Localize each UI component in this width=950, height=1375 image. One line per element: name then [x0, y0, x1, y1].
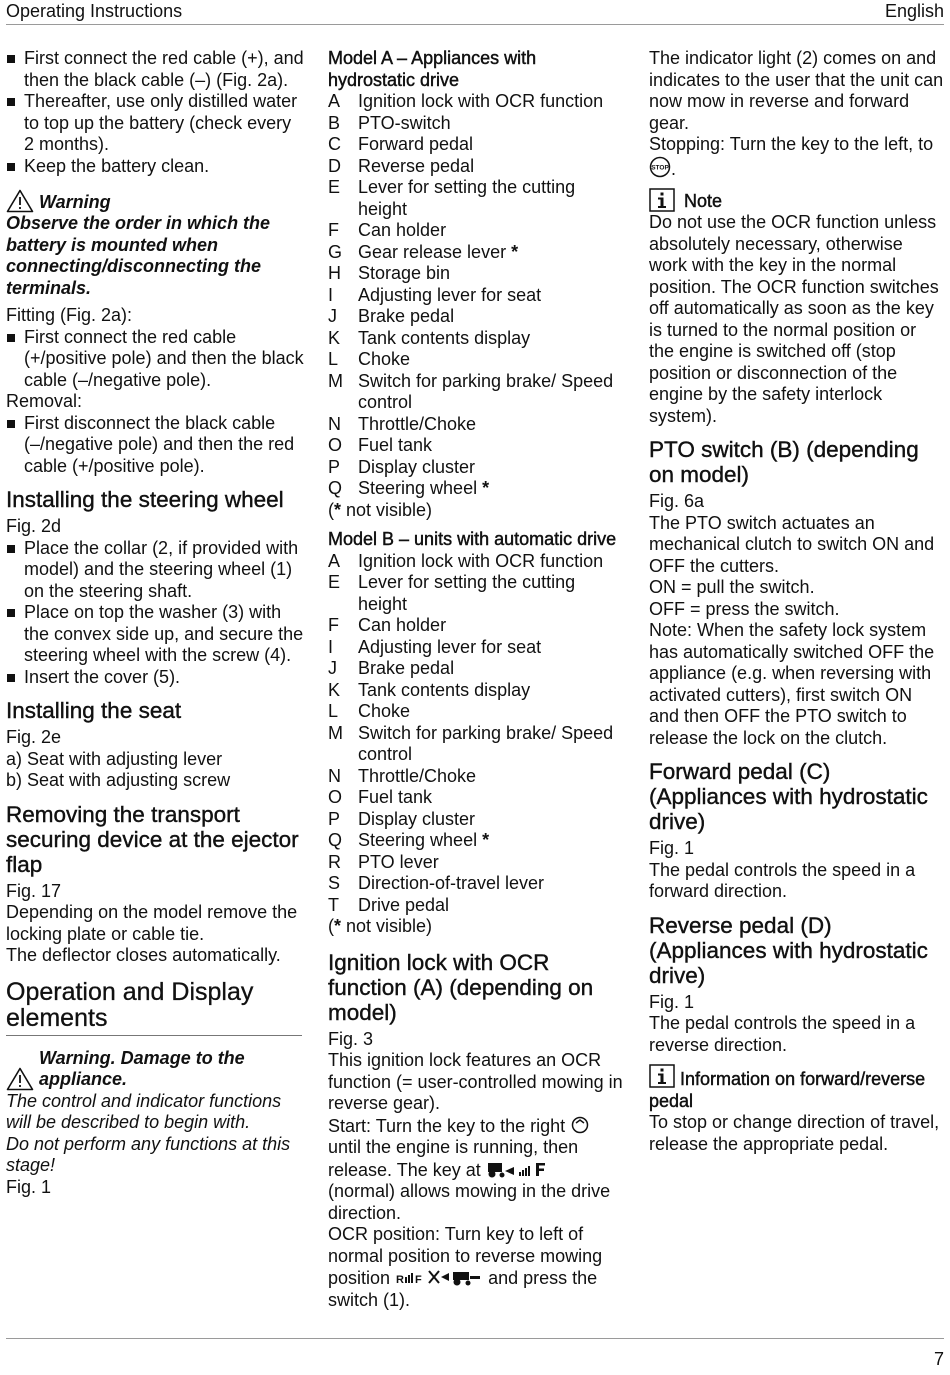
svg-text:R: R — [396, 1274, 405, 1286]
legend-item — [328, 873, 628, 895]
reverse-fig: Fig. 1 — [649, 991, 695, 1012]
footer-divider — [6, 1338, 944, 1339]
legend-key: N — [328, 765, 341, 786]
header-language: English — [884, 1, 944, 21]
legend-key: F — [328, 615, 339, 635]
legend-value: Tank contents display — [358, 327, 531, 348]
legend-key: L — [328, 349, 339, 369]
indicator-text: The indicator light (2) comes on and indicates to the user that the unit can now mow in reverse and forward gear. — [649, 48, 944, 133]
legend-value: PTO lever — [358, 851, 439, 872]
not-visible-note: (* not visible) — [328, 916, 433, 936]
legend-item — [328, 809, 628, 831]
section-divider — [6, 1035, 302, 1036]
seat-option-a: a) Seat with adjusting lever — [6, 748, 223, 769]
legend-key: K — [328, 327, 341, 348]
legend-item — [328, 895, 628, 917]
not-visible-note: (* not visible) — [328, 499, 433, 520]
legend-key: J — [328, 658, 337, 678]
model-b-list — [328, 551, 628, 917]
legend-item — [328, 263, 628, 285]
legend-key: C — [328, 134, 341, 154]
seat-heading: Installing the seat — [6, 698, 182, 723]
pto-text: The PTO switch actuates an mechanical clutch to switch ON and OFF the cutters. — [649, 512, 935, 576]
warning-title: Warning — [39, 191, 111, 212]
list-item: First connect the red cable (+), and then the black cable (–) (Fig. 2a). — [6, 48, 306, 91]
legend-value: Can holder — [358, 615, 447, 635]
warning-text: Observe the order in which the battery is mounted when connecting/disconnecting the terminals. — [6, 213, 271, 298]
warning-text: The control and indicator functions will be described to begin with. — [6, 1090, 282, 1132]
legend-value: Display cluster — [358, 456, 476, 477]
legend-value: Lever for setting the cutting height — [358, 177, 576, 219]
reverse-text: The pedal controls the speed in a reverse direction. — [649, 1013, 916, 1055]
column-right — [649, 48, 945, 1155]
legend-item — [328, 723, 628, 766]
legend-key: M — [328, 370, 343, 391]
legend-item — [328, 852, 628, 874]
legend-key: Q — [328, 830, 343, 850]
page-header — [6, 0, 944, 25]
legend-key: F — [328, 220, 339, 240]
legend-item — [328, 572, 628, 615]
legend-key: N — [328, 413, 341, 434]
legend-key: O — [328, 787, 343, 807]
legend-value: Steering wheel * — [358, 830, 490, 850]
seat-fig: Fig. 2e — [6, 727, 62, 747]
legend-item — [328, 615, 628, 637]
info-title: Information on forward/reverse pedal — [649, 1069, 926, 1111]
transport-heading: Removing the transport securing device at the ejector flap — [6, 801, 299, 877]
pto-note: Note: When the safety lock system has automatically switched OFF the appliance (e.g. when reversing with activated cutters), first switch ON and then OFF the PTO switch to release the lock on the clutch. — [649, 620, 935, 748]
legend-value: Reverse pedal — [358, 155, 475, 176]
model-b-heading: Model B – units with automatic drive — [328, 529, 617, 549]
steering-fig: Fig. 2d — [6, 516, 62, 536]
legend-value: Steering wheel * — [358, 478, 490, 498]
list-item: Place the collar (2, if provided with model) and the steering wheel (1) on the steering shaft. — [6, 538, 306, 603]
legend-key: I — [328, 636, 334, 657]
legend-item — [328, 701, 628, 723]
pto-on-text: ON = pull the switch. — [649, 577, 815, 597]
transport-fig: Fig. 17 — [6, 880, 62, 901]
legend-value: Lever for setting the cutting height — [358, 572, 576, 614]
legend-item — [328, 787, 628, 809]
legend-value: Switch for parking brake/ Speed control — [358, 722, 614, 764]
legend-key: E — [328, 177, 341, 197]
column-left — [6, 48, 306, 1198]
legend-key: M — [328, 722, 343, 743]
legend-key: I — [328, 284, 334, 305]
ignition-fig: Fig. 3 — [328, 1028, 374, 1049]
list-item: Place on top the washer (3) with the convex side up, and secure the steering wheel with the screw (4). — [6, 602, 306, 667]
legend-key: E — [328, 572, 341, 592]
operation-heading: Operation and Display elements — [6, 977, 254, 1032]
column-middle — [328, 48, 628, 1311]
list-item: First connect the red cable (+/positive pole) and then the black cable (–/negative pole). — [6, 327, 306, 392]
info-icon — [649, 1064, 675, 1088]
legend-value: Choke — [358, 349, 411, 369]
legend-value: Fuel tank — [358, 787, 433, 807]
legend-key: L — [328, 701, 339, 721]
legend-value: Ignition lock with OCR function — [358, 91, 604, 111]
legend-value: Direction-of-travel lever — [358, 873, 545, 893]
legend-value: Throttle/Choke — [358, 413, 477, 434]
legend-item — [328, 766, 628, 788]
legend-value: Forward pedal — [358, 134, 474, 154]
legend-value: Fuel tank — [358, 435, 433, 455]
legend-value: Switch for parking brake/ Speed control — [358, 370, 614, 412]
legend-item — [328, 637, 628, 659]
legend-value: Gear release lever * — [358, 241, 519, 262]
legend-item — [328, 457, 628, 479]
legend-key: K — [328, 679, 341, 700]
legend-key: J — [328, 306, 337, 326]
warning-heading — [6, 189, 306, 213]
list-item: First disconnect the black cable (–/negative pole) and then the red cable (+/positive pole). — [6, 413, 306, 478]
model-a-heading: Model A – Appliances with hydrostatic drive — [328, 48, 537, 90]
legend-key: O — [328, 435, 343, 455]
legend-value: Throttle/Choke — [358, 765, 477, 786]
legend-value: PTO-switch — [358, 112, 451, 133]
legend-item — [328, 371, 628, 414]
legend-item — [328, 414, 628, 436]
forward-text: The pedal controls the speed in a forward direction. — [649, 859, 916, 901]
legend-key: B — [328, 112, 341, 133]
warning-fig: Fig. 1 — [6, 1176, 52, 1197]
legend-item — [328, 306, 628, 328]
warning-heading — [6, 1048, 306, 1091]
info-text: To stop or change direction of travel, release the appropriate pedal. — [649, 1112, 940, 1154]
legend-value: Choke — [358, 701, 411, 721]
pto-off-text: OFF = press the switch. — [649, 598, 840, 619]
legend-item — [328, 134, 628, 156]
transport-text: The deflector closes automatically. — [6, 945, 281, 965]
legend-value: Can holder — [358, 220, 447, 240]
legend-item — [328, 478, 628, 500]
warning-title: Warning. Damage to the appliance. — [39, 1047, 245, 1089]
legend-key: S — [328, 873, 341, 893]
legend-item — [328, 658, 628, 680]
legend-value: Brake pedal — [358, 658, 455, 678]
legend-item — [328, 113, 628, 135]
legend-item — [328, 220, 628, 242]
warning-text: Do not perform any functions at this stage! — [6, 1133, 291, 1175]
legend-key: H — [328, 263, 341, 283]
legend-value: Adjusting lever for seat — [358, 636, 542, 657]
legend-item — [328, 435, 628, 457]
legend-value: Drive pedal — [358, 894, 450, 915]
svg-text:STOP: STOP — [651, 164, 669, 171]
tractor-normal-icon — [486, 1159, 548, 1179]
pto-fig: Fig. 6a — [649, 491, 705, 511]
page-number: 7 — [933, 1349, 944, 1369]
list-item: Insert the cover (5). — [6, 667, 306, 689]
legend-value: Storage bin — [358, 263, 451, 283]
legend-key: P — [328, 456, 341, 477]
legend-item — [328, 285, 628, 307]
forward-fig: Fig. 1 — [649, 838, 695, 858]
steering-heading: Installing the steering wheel — [6, 487, 284, 512]
normal-text: (normal) allows mowing in the drive direction. — [328, 1181, 611, 1223]
note-text: Do not use the OCR function unless absolutely necessary, otherwise work with the key in the normal position. The OCR function switches off automatically as soon as the key is turned to the normal position or the engine is switched off (stop position or disconnection of the engine by the safety interlock system). — [649, 212, 939, 426]
reverse-mowing-icon — [395, 1267, 483, 1287]
legend-item — [328, 830, 628, 852]
legend-value: Ignition lock with OCR function — [358, 550, 604, 571]
stopping-text: Stopping: Turn the key to the left, to STOP . — [649, 134, 934, 179]
legend-item — [328, 177, 628, 220]
legend-value: Brake pedal — [358, 306, 455, 326]
fitting-label: Fitting (Fig. 2a): — [6, 305, 133, 325]
ocr-text: OCR position: Turn key to left of normal position to reverse mowing position R F and press the switch (1). — [328, 1224, 603, 1310]
svg-text:F: F — [415, 1274, 422, 1286]
info-icon — [649, 188, 675, 212]
stop-icon — [649, 156, 671, 178]
legend-key: A — [328, 550, 341, 571]
legend-key: A — [328, 91, 341, 111]
warning-triangle-icon — [6, 1067, 34, 1091]
note-title: Note — [684, 190, 723, 211]
key-turn-right-icon — [570, 1115, 590, 1135]
header-title: Operating Instructions — [6, 1, 183, 21]
legend-value: Tank contents display — [358, 679, 531, 700]
legend-value: Adjusting lever for seat — [358, 284, 542, 305]
forward-heading: Forward pedal (C) (Appliances with hydrostatic drive) — [649, 759, 928, 834]
ignition-heading: Ignition lock with OCR function (A) (depending on model) — [328, 949, 594, 1025]
legend-key: D — [328, 155, 341, 176]
legend-item — [328, 328, 628, 350]
info-heading — [649, 1064, 945, 1112]
note-heading — [649, 188, 945, 212]
legend-key: R — [328, 851, 341, 872]
legend-key: G — [328, 241, 343, 262]
legend-item — [328, 91, 628, 113]
ignition-text: This ignition lock features an OCR function (= user-controlled mowing in reverse gear). — [328, 1050, 623, 1113]
seat-option-b: b) Seat with adjusting screw — [6, 770, 231, 790]
legend-key: P — [328, 808, 341, 829]
legend-item — [328, 551, 628, 573]
legend-key: T — [328, 894, 339, 915]
list-item: Thereafter, use only distilled water to top up the battery (check every 2 months). — [6, 91, 306, 156]
list-item: Keep the battery clean. — [6, 156, 306, 178]
legend-key: Q — [328, 478, 343, 498]
legend-item — [328, 349, 628, 371]
legend-item — [328, 156, 628, 178]
transport-text: Depending on the model remove the locking plate or cable tie. — [6, 902, 298, 944]
removal-label: Removal: — [6, 391, 83, 411]
model-a-list — [328, 91, 628, 500]
legend-item — [328, 242, 628, 264]
pto-heading: PTO switch (B) (depending on model) — [649, 437, 919, 487]
reverse-heading: Reverse pedal (D) (Appliances with hydrostatic drive) — [649, 912, 928, 988]
legend-value: Display cluster — [358, 808, 476, 829]
start-text: Start: Turn the key to the right until the engine is running, then release. The key at — [328, 1115, 628, 1182]
legend-item — [328, 680, 628, 702]
warning-triangle-icon — [6, 189, 34, 213]
